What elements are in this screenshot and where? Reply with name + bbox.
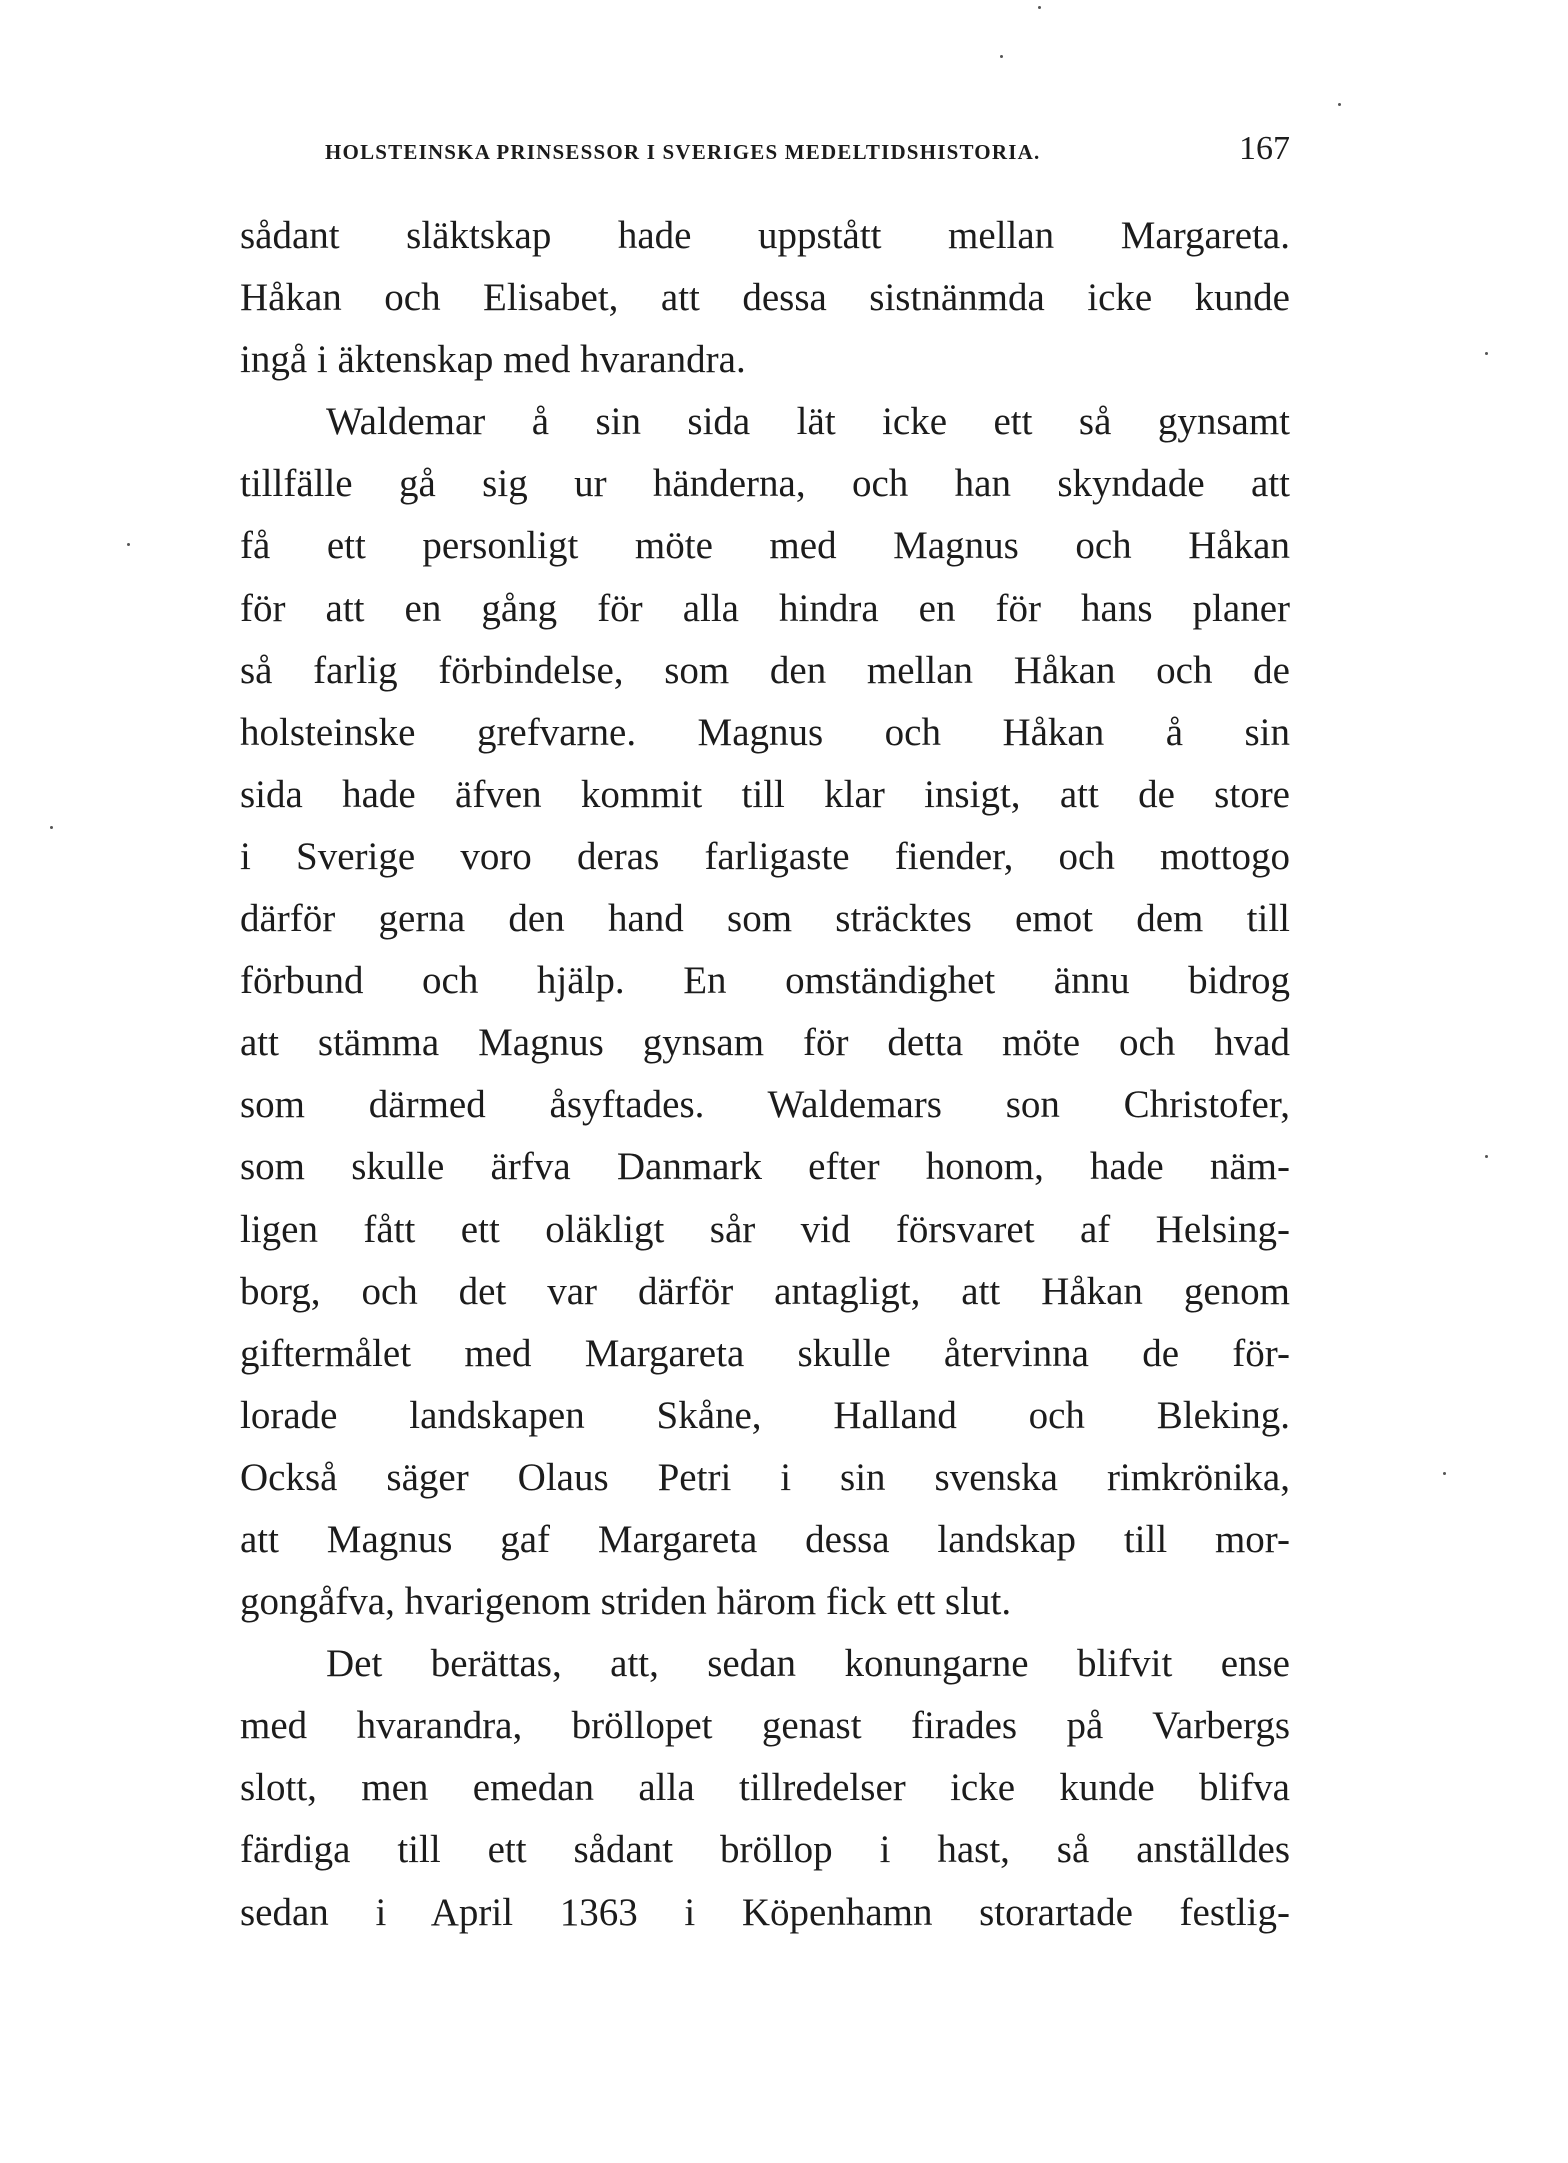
text-line: som därmed åsyftades. Waldemars son Christofer,: [240, 1083, 1290, 1127]
text-line: Det berättas, att, sedan konungarne blifvit ense: [326, 1642, 1290, 1686]
text-line: Waldemar å sin sida lät icke ett så gynsamt: [326, 400, 1290, 444]
scan-speck: [127, 543, 130, 546]
text-line: färdiga till ett sådant bröllop i hast, så anställdes: [240, 1828, 1290, 1872]
text-line: lorade landskapen Skåne, Halland och Bleking.: [240, 1393, 1290, 1437]
text-line: sådant släktskap hade uppstått mellan Margareta.: [240, 214, 1290, 257]
scan-speck: [1485, 1155, 1488, 1158]
text-line: slott, men emedan alla tillredelser icke kunde blifva: [240, 1766, 1290, 1810]
text-line: tillfälle gå sig ur händerna, och han skyndade att: [240, 462, 1290, 506]
page-number: 167: [1239, 130, 1290, 167]
text-line: förbund och hjälp. En omständighet ännu bidrog: [240, 959, 1290, 1003]
text-line: gongåfva, hvarigenom striden härom fick ett slut.: [240, 1580, 1012, 1624]
text-line: holsteinske grefvarne. Magnus och Håkan å sin: [240, 710, 1290, 754]
text-line: ligen fått ett oläkligt sår vid försvaret af Helsing-: [240, 1207, 1290, 1251]
text-line: att stämma Magnus gynsam för detta möte och hvad: [240, 1021, 1290, 1065]
text-line: så farlig förbindelse, som den mellan Håkan och de: [240, 648, 1290, 692]
text-line: få ett personligt möte med Magnus och Håkan: [240, 524, 1290, 568]
text-line: att Magnus gaf Margareta dessa landskap till mor-: [240, 1517, 1290, 1561]
text-line: med hvarandra, bröllopet genast firades på Varbergs: [240, 1704, 1290, 1748]
running-header: [325, 130, 1290, 170]
running-title: HOLSTEINSKA PRINSESSOR I SVERIGES MEDELTIDSHISTORIA.: [325, 140, 1041, 164]
text-line: Också säger Olaus Petri i sin svenska rimkrönika,: [240, 1455, 1290, 1499]
text-line: ingå i äktenskap med hvarandra.: [240, 338, 746, 382]
scan-speck: [1485, 352, 1488, 355]
text-line: i Sverige voro deras farligaste fiender, och mottogo: [240, 834, 1290, 878]
text-line: för att en gång för alla hindra en för hans planer: [240, 586, 1290, 630]
scan-speck: [50, 826, 53, 829]
text-line: därför gerna den hand som sträcktes emot dem till: [240, 897, 1290, 941]
scan-speck: [1443, 1472, 1446, 1475]
scan-speck: [1338, 103, 1341, 106]
text-line: Håkan och Elisabet, att dessa sistnänmda icke kunde: [240, 276, 1290, 320]
scan-speck: [1038, 6, 1041, 9]
text-line: giftermålet med Margareta skulle återvinna de för-: [240, 1331, 1290, 1375]
text-line: sedan i April 1363 i Köpenhamn storartade festlig-: [240, 1890, 1290, 1934]
text-line: sida hade äfven kommit till klar insigt, att de store: [240, 772, 1290, 816]
text-line: som skulle ärfva Danmark efter honom, hade näm-: [240, 1145, 1290, 1189]
scan-speck: [1000, 55, 1003, 58]
text-line: borg, och det var därför antagligt, att Håkan genom: [240, 1269, 1290, 1313]
body-text: [240, 205, 1290, 1944]
